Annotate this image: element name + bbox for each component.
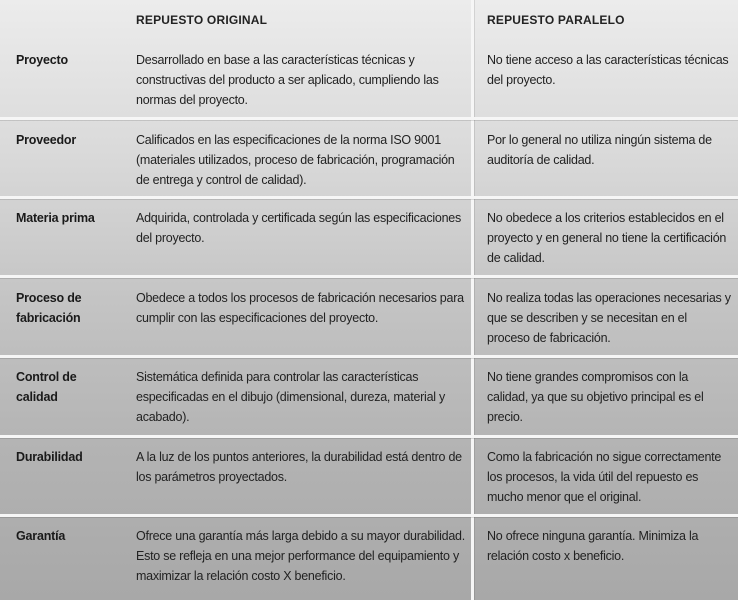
cell-paralelo-proyecto: No tiene acceso a las características técnicas del proyecto. bbox=[487, 53, 729, 87]
row-divider bbox=[0, 435, 738, 438]
row-label-materia-prima: Materia prima bbox=[16, 211, 95, 225]
row-label-proyecto: Proyecto bbox=[16, 53, 68, 67]
row-label-durabilidad: Durabilidad bbox=[16, 450, 83, 464]
cell-original-durabilidad: A la luz de los puntos anteriores, la durabilidad está dentro de los parámetros proyectados. bbox=[136, 450, 462, 484]
row-divider bbox=[0, 514, 738, 517]
cell-original-materia-prima: Adquirida, controlada y certificada según las especificaciones del proyecto. bbox=[136, 211, 461, 245]
row-label-proveedor: Proveedor bbox=[16, 133, 77, 147]
cell-paralelo-garantia: No ofrece ninguna garantía. Minimiza la relación costo x beneficio. bbox=[487, 529, 699, 563]
row-label-proceso-fabricacion: Proceso de fabricación bbox=[16, 291, 82, 325]
cell-original-proveedor: Calificados en las especificaciones de la norma ISO 9001 (materiales utilizados, proceso de fabricación, programación de entrega y control de calidad). bbox=[136, 133, 455, 187]
cell-original-garantia: Ofrece una garantía más larga debido a su mayor durabilidad. Esto se refleja en una mejor performance del equipamiento y maximizar la relación costo X beneficio. bbox=[136, 529, 465, 583]
row-divider bbox=[0, 275, 738, 278]
cell-paralelo-proveedor: Por lo general no utiliza ningún sistema de auditoría de calidad. bbox=[487, 133, 712, 167]
row-divider bbox=[0, 196, 738, 199]
header-paralelo: REPUESTO PARALELO bbox=[487, 13, 625, 27]
cell-paralelo-durabilidad: Como la fabricación no sigue correctamente los procesos, la vida útil del repuesto es mucho menor que el original. bbox=[487, 450, 722, 504]
row-divider bbox=[0, 117, 738, 120]
cell-original-proyecto: Desarrollado en base a las características técnicas y constructivas del producto a ser aplicado, cumpliendo las normas del proyecto. bbox=[136, 53, 439, 107]
column-divider bbox=[471, 0, 474, 600]
row-divider bbox=[0, 355, 738, 358]
cell-paralelo-proceso-fabricacion: No realiza todas las operaciones necesarias y que se describen y se necesitan en el proceso de fabricación. bbox=[487, 291, 731, 345]
cell-original-proceso-fabricacion: Obedece a todos los procesos de fabricación necesarios para cumplir con las especificaciones del proyecto. bbox=[136, 291, 464, 325]
cell-paralelo-control-calidad: No tiene grandes compromisos con la calidad, ya que su objetivo principal es el precio. bbox=[487, 370, 704, 424]
cell-paralelo-materia-prima: No obedece a los criterios establecidos en el proyecto y en general no tiene la certificación de calidad. bbox=[487, 211, 727, 265]
header-original: REPUESTO ORIGINAL bbox=[136, 13, 268, 27]
cell-original-control-calidad: Sistemática definida para controlar las características especificadas en el dibujo (dimensional, dureza, material y acabado). bbox=[136, 370, 446, 424]
row-label-garantia: Garantía bbox=[16, 529, 66, 543]
row-label-control-calidad: Control de calidad bbox=[16, 370, 77, 404]
